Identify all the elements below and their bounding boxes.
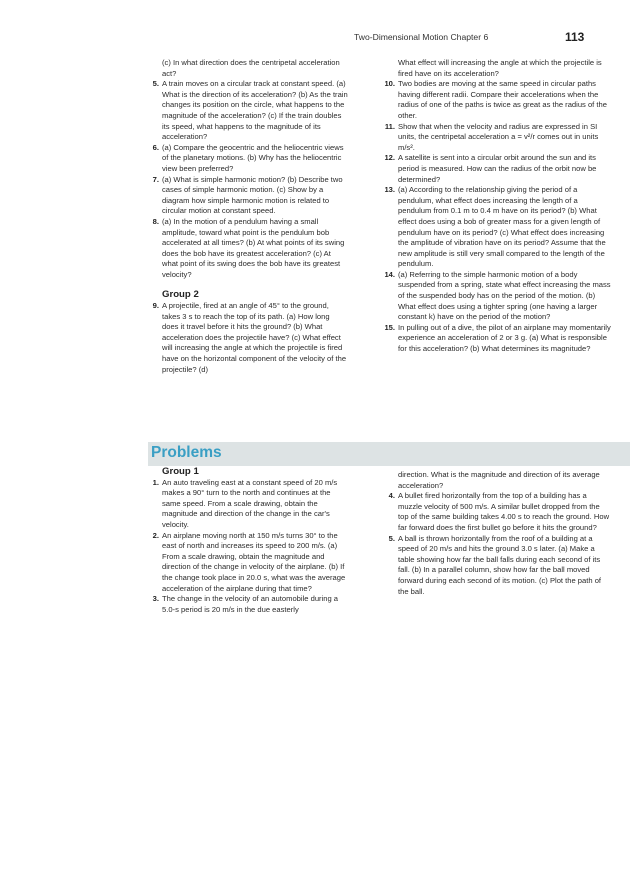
question-number: 13. xyxy=(384,185,395,195)
problem-number: 5. xyxy=(388,533,395,543)
problem-text: The change in the velocity of an automobile during a 5.0-s period is 20 m/s in the due easterly xyxy=(162,594,339,614)
question-text: (a) In the motion of a pendulum having a small amplitude, toward what point is the pendulum bob accelerated at all times? (b) At what points of its swing does the bob have its greatest acceleration? (c) At what point of its swing does the bob have its greatest velocity? xyxy=(162,216,345,279)
question-text: (a) According to the relationship giving the period of a pendulum, what effect does increasing the length of a pendulum from 0.1 m to 0.4 m have on its period? (b) What effect does using a bob of greater mass for a given length of pendulum have on its period? (c) What effect does increasing the amplitude of vibration have on its period? Assume that the new amplitude is still very small compared to the length of the pendulum. xyxy=(398,185,606,269)
question-4-continuation: (c) In what direction does the centripetal acceleration act? xyxy=(162,58,340,78)
question-5 xyxy=(145,79,348,143)
question-number: 7. xyxy=(152,174,159,184)
problem-3-continuation: direction. What is the magnitude and direction of its average acceleration? xyxy=(398,470,600,490)
question-number: 5. xyxy=(152,79,159,89)
running-title: Two-Dimensional Motion Chapter 6 xyxy=(354,32,489,42)
question-number: 11. xyxy=(384,121,395,131)
question-9 xyxy=(145,301,348,375)
question-text: (a) Compare the geocentric and the heliocentric views of the planetary motions. (b) Why has the heliocentric view been preferred? xyxy=(162,142,344,173)
question-8 xyxy=(145,217,348,281)
problem-3 xyxy=(145,594,348,615)
question-text: Show that when the velocity and radius are expressed in SI units, the centripetal acceleration a = v²/r comes out in units m/s². xyxy=(398,121,599,152)
question-11 xyxy=(380,122,612,154)
question-12 xyxy=(380,153,612,185)
question-text: A train moves on a circular track at constant speed. (a) What is the direction of its acceleration? (b) As the train changes its position on the circle, what happens to the magnitude of the acceleration? (c) If the train doubles its speed, what happens to the magnitude of its acceleration? xyxy=(162,79,348,142)
question-text: (a) What is simple harmonic motion? (b) Describe two cases of simple harmonic motion. (c) Show by a diagram how simple harmonic motion is related to circular motion at constant speed. xyxy=(162,174,343,216)
problem-text: An auto traveling east at a constant speed of 20 m/s makes a 90° turn to the north and continues at the same speed. From a scale drawing, obtain the magnitude and direction of the change in the car's velocity. xyxy=(162,477,338,529)
page-number: 113 xyxy=(565,30,585,44)
problems-left-column xyxy=(145,467,348,615)
problem-2 xyxy=(145,531,348,595)
question-10 xyxy=(380,79,612,121)
question-15 xyxy=(380,323,612,355)
problems-heading: Problems xyxy=(151,444,222,461)
question-text: Two bodies are moving at the same speed in circular paths having different radii. Compare their accelerations when the radius of one of the paths is twice as great as the radius of the other. xyxy=(398,79,607,120)
problem-number: 3. xyxy=(152,594,159,604)
problem-number: 1. xyxy=(152,477,159,487)
question-9-continuation: What effect will increasing the angle at which the projectile is fired have on its acceleration? xyxy=(398,58,602,78)
question-14 xyxy=(380,270,612,323)
problem-text: A ball is thrown horizontally from the roof of a building at a speed of 20 m/s and hits the ground 3.0 s later. (a) Make a table showing how far the ball falls during each second of its fall. (b) In a parallel column, show how far the ball moved forward during each second of its motion. (c) Plot the path of the ball. xyxy=(398,533,602,596)
question-number: 6. xyxy=(152,142,159,152)
question-text: A projectile, fired at an angle of 45° to the ground, takes 3 s to reach the top of its path. (a) How long does it travel before it hits the ground? (b) What acceleration does the projectile have? (c) What effect will increasing the angle at which the projectile is fired have on the horizontal component of the velocity of the projectile? (d) xyxy=(162,301,347,374)
page-header xyxy=(0,30,640,46)
question-number: 8. xyxy=(152,216,159,226)
problem-number: 2. xyxy=(152,530,159,540)
question-number: 10. xyxy=(384,79,395,89)
question-13 xyxy=(380,185,612,270)
question-text: (a) Referring to the simple harmonic motion of a body suspended from a spring, state what effect increasing the mass of the suspended body has on the period of the motion. (b) What effect does using a tighter spring (one having a larger constant k) have on the period of the motion? xyxy=(398,269,611,322)
question-number: 15. xyxy=(384,322,395,332)
question-7 xyxy=(145,175,348,217)
question-number: 14. xyxy=(384,269,395,279)
problem-text: A bullet fired horizontally from the top of a building has a muzzle velocity of 500 m/s. A similar bullet dropped from the top of the same building takes 4.00 s to reach the ground. How far forward does the first bullet go before it hits the ground? xyxy=(398,491,610,532)
group-2-heading: Group 2 xyxy=(162,289,199,301)
question-6 xyxy=(145,143,348,175)
questions-right-column xyxy=(380,58,612,355)
problem-4 xyxy=(380,491,612,533)
problems-right-column xyxy=(380,470,612,597)
problem-text: An airplane moving north at 150 m/s turns 30° to the east of north and increases its speed to 200 m/s. (a) From a scale drawing, obtain the magnitude and direction of the change in velocity of the airplane. (b) If the change took place in 20.0 s, what was the average acceleration of the airplane during that time? xyxy=(162,530,346,593)
question-number: 9. xyxy=(152,301,159,311)
question-text: A satellite is sent into a circular orbit around the sun and its period is measured. How can the radius of the orbit now be determined? xyxy=(398,153,597,184)
question-number: 12. xyxy=(384,153,395,163)
problem-5 xyxy=(380,534,612,598)
questions-left-column xyxy=(145,58,348,375)
problem-number: 4. xyxy=(388,491,395,501)
problem-1 xyxy=(145,478,348,531)
question-text: In pulling out of a dive, the pilot of an airplane may momentarily experience an acceleration of 2 or 3 g. (a) What is responsible for this acceleration? (b) What determines its magnitude? xyxy=(398,322,611,354)
group-1-heading: Group 1 xyxy=(162,466,199,477)
